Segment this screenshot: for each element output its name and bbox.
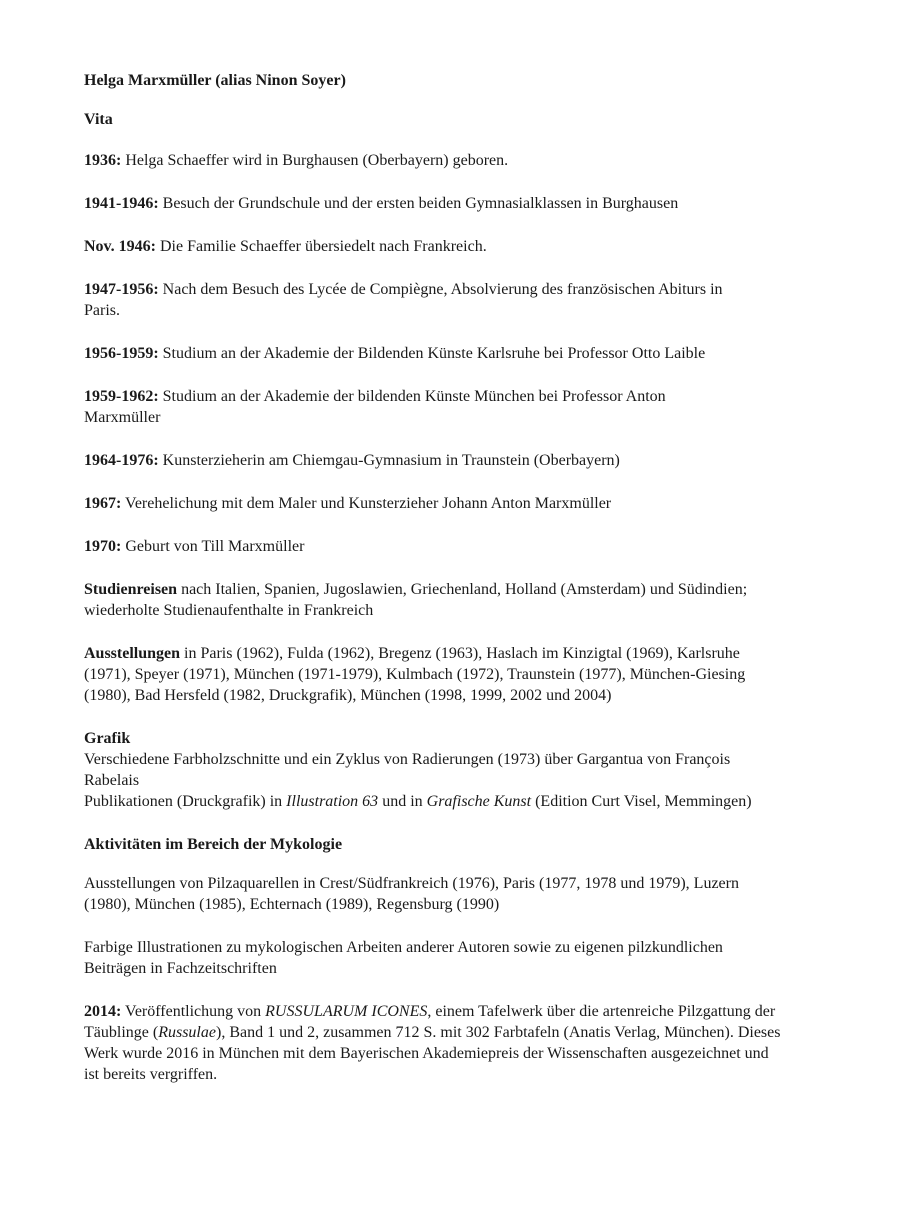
mykologie-text: , einem Tafelwerk über die artenreiche Pilzgattung der Täublinge ( (84, 1003, 776, 1041)
vita-heading: Vita (84, 111, 113, 128)
vita-entry-1967 (84, 493, 784, 514)
mykologie-paragraph-2: Farbige Illustrationen zu mykologischen Arbeiten anderer Autoren sowie zu eigenen pilzkundlichen Beiträgen in Fachzeitschriften (84, 939, 723, 977)
mykologie-text: Veröffentlichung von (121, 1003, 266, 1020)
entry-year: 1941-1946: (84, 195, 159, 212)
vita-entry-1936 (84, 150, 784, 171)
vita-entry-1956 (84, 343, 724, 364)
ausstellungen-label: Ausstellungen (84, 645, 181, 662)
publication-title: Illustration 63 (286, 793, 379, 810)
entry-text: Studium an der Akademie der bildenden Künste München bei Professor Anton Marxmüller (84, 388, 666, 426)
entry-year: 1956-1959: (84, 345, 159, 362)
entry-year: 1970: (84, 538, 122, 555)
mykologie-heading: Aktivitäten im Bereich der Mykologie (84, 836, 343, 853)
grafik-text: Publikationen (Druckgrafik) in (84, 793, 287, 810)
publication-title: RUSSULARUM ICONES (265, 1003, 428, 1020)
entry-year: 1947-1956: (84, 281, 159, 298)
entry-text: Studium an der Akademie der Bildenden Künste Karlsruhe bei Professor Otto Laible (158, 345, 706, 362)
document-title: Helga Marxmüller (alias Ninon Soyer) (84, 72, 346, 89)
grafik-heading: Grafik (84, 730, 131, 747)
entry-text: Besuch der Grundschule und der ersten beiden Gymnasialklassen in Burghausen (158, 195, 679, 212)
vita-entry-1959 (84, 386, 724, 428)
entry-text: Die Familie Schaeffer übersiedelt nach Frankreich. (156, 238, 487, 255)
vita-entry-1970 (84, 536, 784, 557)
entry-year: 1959-1962: (84, 388, 159, 405)
entry-text: Kunsterzieherin am Chiemgau-Gymnasium in Traunstein (Oberbayern) (158, 452, 620, 469)
mykologie-paragraph-3 (84, 1001, 784, 1085)
grafik-section (84, 728, 784, 812)
vita-entry-1941 (84, 193, 784, 214)
entry-text: Geburt von Till Marxmüller (121, 538, 305, 555)
entry-year: 2014: (84, 1003, 122, 1020)
publication-title: Grafische Kunst (426, 793, 532, 810)
vita-entry-1964 (84, 450, 784, 471)
vita-entry-1946 (84, 236, 784, 257)
vita-entry-1947 (84, 279, 754, 321)
studienreisen-label: Studienreisen (84, 581, 178, 598)
grafik-line-2 (84, 791, 784, 812)
entry-year: 1967: (84, 495, 122, 512)
entry-text: Verehelichung mit dem Maler und Kunsterzieher Johann Anton Marxmüller (121, 495, 612, 512)
mykologie-text: ), Band 1 und 2, zusammen 712 S. mit 302 Farbtafeln (Anatis Verlag, München). Dieses Werk wurde 2016 in München mit dem Bayerischen Akademiepreis der Wissenschaften ausgezeichnet und ist bereits vergriffen. (84, 1024, 781, 1083)
entry-text: Helga Schaeffer wird in Burghausen (Oberbayern) geboren. (121, 152, 509, 169)
ausstellungen-text: in Paris (1962), Fulda (1962), Bregenz (1963), Haslach im Kinzigtal (1969), Karlsruhe (1971), Speyer (1971), München (1971-1979), Kulmbach (1972), Traunstein (1977), München-Giesing (1980), Bad Hersfeld (1982, Druckgrafik), München (1998, 1999, 2002 und 2004) (84, 645, 746, 704)
entry-text: Nach dem Besuch des Lycée de Compiègne, Absolvierung des französischen Abiturs in Paris. (84, 281, 723, 319)
studienreisen-text: nach Italien, Spanien, Jugoslawien, Griechenland, Holland (Amsterdam) und Südindien; wiederholte Studienaufenthalte in Frankreich (84, 581, 748, 619)
ausstellungen-paragraph (84, 643, 784, 706)
latin-name: Russulae (158, 1024, 216, 1041)
grafik-line-1: Verschiedene Farbholzschnitte und ein Zyklus von Radierungen (1973) über Gargantua von François Rabelais (84, 751, 731, 789)
document-page (84, 70, 784, 1107)
studienreisen-paragraph (84, 579, 784, 621)
entry-year: 1964-1976: (84, 452, 159, 469)
mykologie-paragraph-1: Ausstellungen von Pilzaquarellen in Crest/Südfrankreich (1976), Paris (1977, 1978 und 1979), Luzern (1980), München (1985), Echternach (1989), Regensburg (1990) (84, 875, 739, 913)
entry-year: Nov. 1946: (84, 238, 156, 255)
entry-year: 1936: (84, 152, 122, 169)
grafik-text: und in (378, 793, 427, 810)
grafik-text: (Edition Curt Visel, Memmingen) (531, 793, 752, 810)
